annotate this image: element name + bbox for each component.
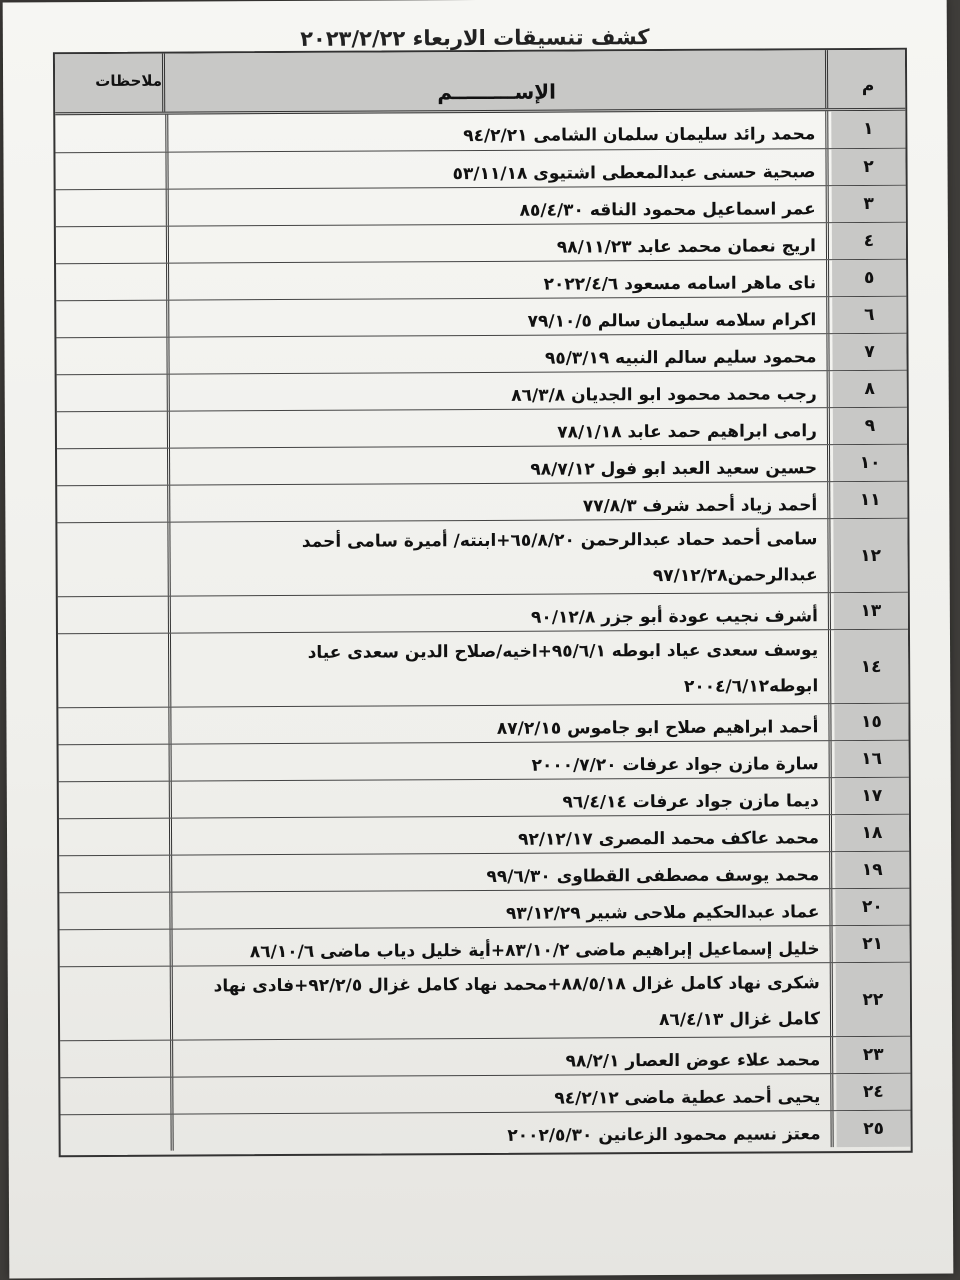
row-name-cell: سامى أحمد حماد عبدالرحمن ٦٥/٨/٢٠+ابنته/ أميرة سامى أحمد عبدالرحمن٩٧/١٢/٢٨ [170, 519, 830, 595]
table-row [59, 777, 909, 818]
row-name-cell: يحيى أحمد عطية ماضى ٩٤/٢/١٢ [173, 1074, 833, 1113]
table-row [57, 370, 907, 411]
table-row [57, 444, 907, 485]
row-notes-cell [59, 819, 172, 856]
table-row [55, 111, 905, 152]
row-number-cell: ١٥ [834, 704, 908, 740]
row-number-cell: ١٣ [834, 593, 908, 629]
row-number-cell: ٩ [833, 408, 907, 444]
row-name-cell: اكرام سلامه سليمان سالم ٧٩/١٠/٥ [169, 297, 829, 336]
row-notes-cell [56, 301, 169, 338]
row-notes-cell [55, 153, 168, 190]
row-notes-cell [57, 449, 170, 486]
table-row [58, 629, 908, 707]
row-name-cell: ناى ماهر اسامه مسعود ٢٠٢٢/٤/٦ [169, 260, 829, 299]
row-name-cell: يوسف سعدى عياد ابوطه ٩٥/٦/١+اخيه/صلاح الدين سعدى عياد ابوطه٢٠٠٤/٦/١٢ [171, 630, 831, 706]
row-number-cell: ٧ [832, 334, 906, 370]
table-row [59, 740, 909, 781]
row-number-cell: ٦ [832, 297, 906, 333]
row-notes-cell [57, 486, 170, 523]
table-row [58, 592, 908, 633]
table-row [60, 962, 910, 1040]
row-notes-cell [57, 523, 170, 597]
row-number-cell: ١٧ [835, 778, 909, 814]
row-notes-cell [60, 967, 173, 1041]
row-number-cell: ٨ [833, 371, 907, 407]
row-number-cell: ١٢ [833, 519, 907, 592]
table-row [57, 518, 907, 596]
table-header [55, 50, 905, 115]
row-number-cell: ١٠ [833, 445, 907, 481]
row-number-cell: ٢١ [836, 926, 910, 962]
table-row [57, 481, 907, 522]
table-row [60, 1073, 910, 1114]
header-number: م [861, 75, 875, 96]
row-name-cell: حسين سعيد العبد ابو فول ٩٨/٧/١٢ [170, 445, 830, 484]
row-notes-cell [56, 264, 169, 301]
table-row [57, 407, 907, 448]
row-number-cell: ٥ [832, 260, 906, 296]
table-row [56, 296, 906, 337]
row-number-cell: ١٦ [835, 741, 909, 777]
row-notes-cell [58, 708, 171, 745]
row-number-cell: ١٩ [835, 852, 909, 888]
row-name-cell: محمد يوسف مصطفى القطاوى ٩٩/٦/٣٠ [172, 852, 832, 891]
row-notes-cell [58, 634, 171, 708]
names-table [53, 48, 913, 1157]
row-name-cell: أحمد ابراهيم صلاح ابو جاموس ٨٧/٢/١٥ [171, 704, 831, 743]
row-name-cell: محمد علاء عوض العصار ٩٨/٢/١ [173, 1037, 833, 1076]
row-notes-cell [55, 115, 168, 153]
row-notes-cell [60, 1115, 173, 1152]
table-row [58, 703, 908, 744]
row-name-cell: معتز نسيم محمود الزعانين ٢٠٠٢/٥/٣٠ [173, 1111, 833, 1150]
row-number-cell: ٢٥ [836, 1111, 910, 1147]
table-row [56, 222, 906, 263]
table-row [56, 333, 906, 374]
row-notes-cell [59, 893, 172, 930]
row-notes-cell [58, 597, 171, 634]
row-number-cell: ١٤ [834, 630, 908, 703]
row-name-cell: رجب محمد محمود ابو الجديان ٨٦/٣/٨ [170, 371, 830, 410]
row-name-cell: رامى ابراهيم حمد عابد ٧٨/١/١٨ [170, 408, 830, 447]
row-notes-cell [60, 1041, 173, 1078]
row-number-cell: ٢٤ [836, 1074, 910, 1110]
row-name-cell: سارة مازن جواد عرفات ٢٠٠٠/٧/٢٠ [172, 741, 832, 780]
page-title: كشف تنسيقات الاربعاء ٢٠٢٣/٢/٢٢ [300, 25, 650, 51]
table-row [56, 185, 906, 226]
row-number-cell: ١١ [833, 482, 907, 518]
row-number-cell: ٢٣ [836, 1037, 910, 1073]
row-name-cell: خليل إسماعيل إبراهيم ماضى ٨٣/١٠/٢+أية خليل دياب ماضى ٨٦/١٠/٦ [173, 926, 833, 965]
row-name-cell: محمد رائد سليمان سلمان الشامى ٩٤/٢/٢١ [168, 111, 828, 151]
paper-sheet [3, 0, 954, 1278]
row-name-cell: صبحية حسنى عبدالمعطى اشتيوى ٥٣/١١/١٨ [168, 149, 828, 188]
table-row [59, 888, 909, 929]
table-row [55, 148, 905, 189]
row-number-cell: ٢ [831, 149, 905, 185]
table-row [60, 1110, 910, 1151]
row-name-cell: أشرف نجيب عودة أبو جزر ٩٠/١٢/٨ [171, 593, 831, 632]
table-row [60, 925, 910, 966]
row-notes-cell [59, 782, 172, 819]
row-number-cell: ٣ [832, 186, 906, 222]
row-notes-cell [60, 1078, 173, 1115]
row-name-cell: محمود سليم سالم النبيه ٩٥/٣/١٩ [169, 334, 829, 373]
row-notes-cell [56, 190, 169, 227]
header-name: الإســـــــــم [168, 50, 828, 111]
row-notes-cell [57, 375, 170, 412]
row-notes-cell [56, 227, 169, 264]
row-number-cell: ٤ [832, 223, 906, 259]
row-number-cell: ٢٠ [835, 889, 909, 925]
header-notes: ملاحظات [55, 54, 165, 113]
table-row [60, 1036, 910, 1077]
row-name-cell: شكرى نهاد كامل غزال ٨٨/٥/١٨+محمد نهاد كامل غزال ٩٢/٢/٥+فادى نهاد كامل غزال ٨٦/٤/١٣ [173, 963, 833, 1039]
row-number-cell: ٢٢ [836, 963, 910, 1036]
row-name-cell: عماد عبدالحكيم ملاحى شبير ٩٣/١٢/٢٩ [172, 889, 832, 928]
row-name-cell: عمر اسماعيل محمود الناقه ٨٥/٤/٣٠ [169, 186, 829, 225]
table-row [59, 814, 909, 855]
row-notes-cell [56, 338, 169, 375]
row-name-cell: اريج نعمان محمد عابد ٩٨/١١/٢٣ [169, 223, 829, 262]
row-number-cell: ١ [831, 111, 905, 148]
table-row [59, 851, 909, 892]
row-name-cell: محمد عاكف محمد المصرى ٩٢/١٢/١٧ [172, 815, 832, 854]
row-name-cell: أحمد زياد أحمد شرف ٧٧/٨/٣ [170, 482, 830, 521]
row-number-cell: ١٨ [835, 815, 909, 851]
row-notes-cell [59, 745, 172, 782]
row-name-cell: ديما مازن جواد عرفات ٩٦/٤/١٤ [172, 778, 832, 817]
row-notes-cell [57, 412, 170, 449]
table-row [56, 259, 906, 300]
row-notes-cell [60, 930, 173, 967]
row-notes-cell [59, 856, 172, 893]
